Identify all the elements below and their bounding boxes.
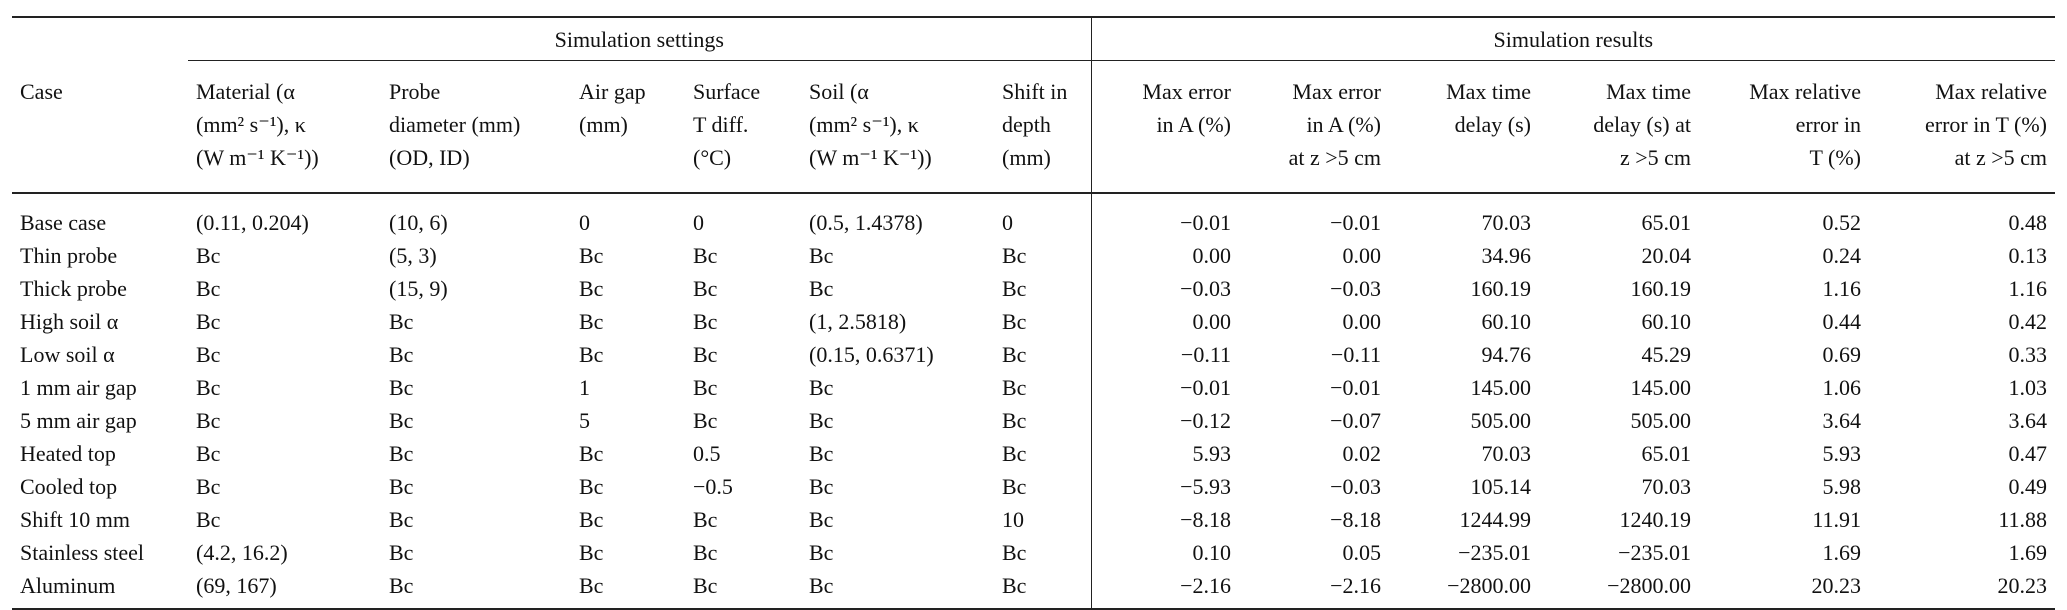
cell-material: Bc (196, 408, 221, 433)
cell-soil: Bc (809, 441, 834, 466)
cell-soil: Bc (809, 540, 834, 565)
cell-max-error-a-z: −0.01 (1330, 210, 1381, 235)
cell-max-delay: 70.03 (1481, 210, 1531, 235)
cell-max-rel-t-z: 3.64 (2008, 408, 2047, 433)
cell-probe: Bc (389, 573, 414, 598)
table-row (12, 536, 2055, 569)
cell-max-error-a: −0.01 (1180, 375, 1231, 400)
cell-surface: Bc (693, 408, 718, 433)
cell-air-gap: Bc (579, 474, 604, 499)
cell-max-delay-z: 505.00 (1630, 408, 1691, 433)
cell-probe: Bc (389, 507, 414, 532)
cell-max-rel-t: 0.69 (1822, 342, 1861, 367)
cell-max-rel-t: 0.44 (1822, 309, 1861, 334)
cell-material: (0.11, 0.204) (196, 210, 309, 235)
cell-surface: Bc (693, 342, 718, 367)
cell-shift: Bc (994, 536, 1091, 569)
cell-probe: (15, 9) (389, 276, 448, 301)
cell-max-delay: 60.10 (1481, 309, 1531, 334)
cell-soil: Bc (809, 375, 834, 400)
col-probe: Probe diameter (mm) (OD, ID) (381, 61, 571, 194)
cell-probe: (10, 6) (389, 210, 448, 235)
cell-material: Bc (196, 375, 221, 400)
cell-probe: Bc (389, 375, 414, 400)
cell-material: (69, 167) (196, 573, 277, 598)
table-row (12, 338, 2055, 371)
col-max-delay: Max time delay (s) (1389, 61, 1539, 194)
cell-material: Bc (196, 309, 221, 334)
cell-max-rel-t: 0.52 (1822, 210, 1861, 235)
cell-air-gap: Bc (579, 507, 604, 532)
cell-max-delay: 145.00 (1470, 375, 1531, 400)
cell-probe: (5, 3) (389, 243, 437, 268)
cell-max-error-a-z: −0.03 (1330, 276, 1381, 301)
cell-soil: Bc (809, 474, 834, 499)
cell-air-gap: Bc (579, 276, 604, 301)
cell-surface: Bc (693, 243, 718, 268)
cell-soil: Bc (809, 243, 834, 268)
cell-max-rel-t: 3.64 (1822, 408, 1861, 433)
cell-max-delay: 1244.99 (1459, 507, 1531, 532)
cell-air-gap: Bc (579, 309, 604, 334)
cell-air-gap: 5 (579, 408, 590, 433)
cell-case: Cooled top (20, 474, 118, 499)
cell-max-rel-t-z: 1.16 (2008, 276, 2047, 301)
cell-shift: Bc (994, 437, 1091, 470)
cell-probe: Bc (389, 540, 414, 565)
cell-max-error-a: −2.16 (1180, 573, 1231, 598)
cell-max-rel-t-z: 11.88 (1998, 507, 2047, 532)
cell-shift: Bc (994, 239, 1091, 272)
cell-surface: Bc (693, 507, 718, 532)
col-max-error-a-z: Max error in A (%) at z >5 cm (1239, 61, 1389, 194)
cell-max-delay-z: −235.01 (1618, 540, 1691, 565)
table-row (12, 193, 2055, 239)
col-surface: Surface T diff. (°C) (685, 61, 801, 194)
cell-max-error-a: −0.11 (1180, 342, 1231, 367)
cell-material: Bc (196, 441, 221, 466)
cell-shift: Bc (994, 371, 1091, 404)
cell-shift: Bc (994, 404, 1091, 437)
cell-max-error-a-z: −0.07 (1330, 408, 1381, 433)
cell-max-rel-t-z: 0.13 (2008, 243, 2047, 268)
cell-case: Heated top (20, 441, 116, 466)
cell-max-rel-t-z: 0.42 (2008, 309, 2047, 334)
table-row (12, 503, 2055, 536)
cell-soil: (0.5, 1.4378) (809, 210, 923, 235)
cell-max-error-a-z: −0.01 (1330, 375, 1381, 400)
table-row (12, 437, 2055, 470)
cell-case: Shift 10 mm (20, 507, 131, 532)
cell-air-gap: 1 (579, 375, 590, 400)
cell-max-delay: 505.00 (1470, 408, 1531, 433)
cell-max-delay-z: 65.01 (1641, 210, 1691, 235)
cell-max-rel-t-z: 1.69 (2008, 540, 2047, 565)
results-group-label: Simulation results (1493, 26, 1653, 52)
cell-shift: Bc (994, 569, 1091, 609)
cell-max-rel-t: 0.24 (1822, 243, 1861, 268)
cell-surface: 0 (693, 210, 704, 235)
col-case: Case (20, 78, 63, 104)
cell-material: Bc (196, 474, 221, 499)
cell-max-error-a: 0.10 (1192, 540, 1231, 565)
cell-probe: Bc (389, 474, 414, 499)
settings-group-header (188, 17, 1091, 61)
cell-max-delay-z: 1240.19 (1619, 507, 1691, 532)
cell-max-error-a-z: 0.02 (1342, 441, 1381, 466)
cell-max-rel-t-z: 1.03 (2008, 375, 2047, 400)
cell-case: 1 mm air gap (20, 375, 137, 400)
cell-max-rel-t-z: 0.33 (2008, 342, 2047, 367)
cell-max-delay-z: −2800.00 (1607, 573, 1691, 598)
cell-max-delay-z: 60.10 (1641, 309, 1691, 334)
cell-max-error-a-z: −0.03 (1330, 474, 1381, 499)
cell-max-error-a: −8.18 (1180, 507, 1231, 532)
cell-max-delay-z: 65.01 (1641, 441, 1691, 466)
cell-probe: Bc (389, 408, 414, 433)
cell-max-error-a: 0.00 (1192, 243, 1231, 268)
cell-case: Base case (20, 210, 107, 235)
cell-case: Aluminum (20, 573, 116, 598)
cell-max-delay-z: 145.00 (1630, 375, 1691, 400)
cell-surface: 0.5 (693, 441, 721, 466)
cell-material: Bc (196, 342, 221, 367)
col-max-rel-t: Max relative error in T (%) (1699, 61, 1869, 194)
cell-air-gap: Bc (579, 573, 604, 598)
cell-probe: Bc (389, 441, 414, 466)
results-table (12, 16, 2055, 610)
cell-shift: 10 (994, 503, 1091, 536)
cell-soil: (0.15, 0.6371) (809, 342, 934, 367)
cell-shift: Bc (994, 272, 1091, 305)
cell-max-error-a: −0.01 (1180, 210, 1231, 235)
col-material: Material (α (mm² s⁻¹), κ (W m⁻¹ K⁻¹)) (188, 61, 381, 194)
cell-max-rel-t: 11.91 (1812, 507, 1861, 532)
cell-surface: Bc (693, 276, 718, 301)
cell-shift: Bc (994, 470, 1091, 503)
cell-max-delay: −235.01 (1458, 540, 1531, 565)
cell-max-error-a: −5.93 (1180, 474, 1231, 499)
col-max-delay-z: Max time delay (s) at z >5 cm (1539, 61, 1699, 194)
table-body (12, 193, 2055, 609)
cell-surface: −0.5 (693, 474, 733, 499)
cell-max-rel-t: 1.06 (1822, 375, 1861, 400)
cell-max-error-a: −0.12 (1180, 408, 1231, 433)
cell-max-delay-z: 70.03 (1641, 474, 1691, 499)
cell-max-delay: 94.76 (1481, 342, 1531, 367)
cell-material: Bc (196, 243, 221, 268)
cell-max-rel-t: 1.16 (1822, 276, 1861, 301)
cell-shift: Bc (994, 305, 1091, 338)
cell-soil: Bc (809, 276, 834, 301)
col-air-gap: Air gap (mm) (571, 61, 685, 194)
cell-surface: Bc (693, 375, 718, 400)
cell-surface: Bc (693, 573, 718, 598)
table-row (12, 272, 2055, 305)
cell-max-delay: 70.03 (1481, 441, 1531, 466)
col-max-rel-t-z: Max relative error in T (%) at z >5 cm (1869, 61, 2055, 194)
col-shift: Shift in depth (mm) (994, 61, 1091, 194)
cell-max-delay-z: 160.19 (1630, 276, 1691, 301)
cell-max-rel-t-z: 0.49 (2008, 474, 2047, 499)
cell-shift: Bc (994, 338, 1091, 371)
cell-max-delay-z: 20.04 (1641, 243, 1691, 268)
table-row (12, 371, 2055, 404)
cell-max-delay: 160.19 (1470, 276, 1531, 301)
table-row (12, 404, 2055, 437)
cell-material: (4.2, 16.2) (196, 540, 288, 565)
cell-max-error-a-z: −2.16 (1330, 573, 1381, 598)
cell-max-rel-t-z: 20.23 (1997, 573, 2047, 598)
results-group-header (1091, 17, 2055, 61)
col-max-error-a: Max error in A (%) (1091, 61, 1239, 194)
cell-max-error-a-z: −8.18 (1330, 507, 1381, 532)
cell-max-rel-t: 20.23 (1811, 573, 1861, 598)
cell-material: Bc (196, 507, 221, 532)
cell-case: Stainless steel (20, 540, 145, 565)
settings-group-label: Simulation settings (554, 26, 724, 52)
table-row (12, 470, 2055, 503)
cell-max-rel-t-z: 0.47 (2008, 441, 2047, 466)
cell-max-delay: 105.14 (1470, 474, 1531, 499)
cell-soil: Bc (809, 408, 834, 433)
cell-max-error-a-z: 0.00 (1342, 243, 1381, 268)
corner-cell (12, 17, 188, 61)
cell-soil: Bc (809, 573, 834, 598)
table-row (12, 305, 2055, 338)
cell-max-error-a: −0.03 (1180, 276, 1231, 301)
col-soil: Soil (α (mm² s⁻¹), κ (W m⁻¹ K⁻¹)) (801, 61, 994, 194)
table-row (12, 569, 2055, 609)
cell-air-gap: 0 (579, 210, 590, 235)
cell-max-error-a: 5.93 (1192, 441, 1231, 466)
cell-case: Thick probe (20, 276, 127, 301)
cell-air-gap: Bc (579, 540, 604, 565)
cell-max-rel-t: 1.69 (1822, 540, 1861, 565)
cell-max-rel-t: 5.98 (1822, 474, 1861, 499)
cell-probe: Bc (389, 342, 414, 367)
cell-max-error-a-z: 0.00 (1342, 309, 1381, 334)
cell-max-rel-t: 5.93 (1822, 441, 1861, 466)
cell-air-gap: Bc (579, 342, 604, 367)
cell-air-gap: Bc (579, 441, 604, 466)
cell-case: High soil α (20, 309, 119, 334)
cell-max-error-a: 0.00 (1192, 309, 1231, 334)
cell-material: Bc (196, 276, 221, 301)
cell-case: Thin probe (20, 243, 118, 268)
cell-surface: Bc (693, 540, 718, 565)
cell-shift: 0 (994, 193, 1091, 239)
cell-case: 5 mm air gap (20, 408, 137, 433)
table-row (12, 239, 2055, 272)
cell-probe: Bc (389, 309, 414, 334)
cell-max-error-a-z: 0.05 (1342, 540, 1381, 565)
cell-max-delay: −2800.00 (1447, 573, 1531, 598)
cell-case: Low soil α (20, 342, 115, 367)
cell-max-delay: 34.96 (1481, 243, 1531, 268)
cell-soil: Bc (809, 507, 834, 532)
cell-surface: Bc (693, 309, 718, 334)
cell-max-delay-z: 45.29 (1641, 342, 1691, 367)
cell-soil: (1, 2.5818) (809, 309, 907, 334)
cell-max-error-a-z: −0.11 (1330, 342, 1381, 367)
cell-max-rel-t-z: 0.48 (2008, 210, 2047, 235)
cell-air-gap: Bc (579, 243, 604, 268)
